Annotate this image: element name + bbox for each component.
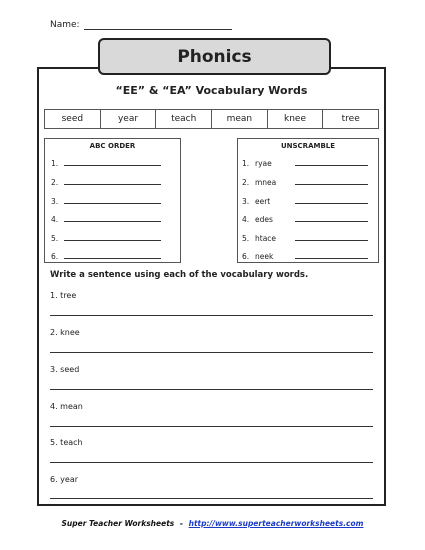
word-bank-item: year [101,110,157,128]
abc-answer-line[interactable] [64,203,161,204]
unscramble-answer-line[interactable] [295,221,368,222]
word-bank [44,109,379,129]
unscramble-answer-line[interactable] [295,203,368,204]
sentence-prompt: 5. teach [50,438,83,447]
unscramble-row-number: 3. [242,197,250,206]
sentence-answer-line[interactable] [50,389,373,390]
abc-answer-line[interactable] [64,184,161,185]
scrambled-word: htace [255,234,277,243]
sentence-prompt: 4. mean [50,402,83,411]
sentence-prompt: 3. seed [50,365,80,374]
unscramble-row-number: 2. [242,178,250,187]
scrambled-word: neek [255,252,274,261]
abc-row-number: 5. [51,234,59,243]
unscramble-answer-line[interactable] [295,258,368,259]
sentence-answer-line[interactable] [50,352,373,353]
abc-row-number: 6. [51,252,59,261]
sentence-prompt: 2. knee [50,328,80,337]
page-title: Phonics [98,38,331,75]
footer-link[interactable]: http://www.superteacherworksheets.com [188,519,364,528]
footer-separator: - [179,519,183,528]
abc-row-number: 3. [51,197,59,206]
abc-answer-line[interactable] [64,165,161,166]
scrambled-word: ryae [255,159,272,168]
unscramble-row-number: 4. [242,215,250,224]
abc-order-title: ABC ORDER [89,142,136,150]
unscramble-row-number: 5. [242,234,250,243]
worksheet-subtitle: “EE” & “EA” Vocabulary Words [115,84,308,97]
word-bank-item: knee [268,110,324,128]
abc-answer-line[interactable] [64,240,161,241]
word-bank-item: mean [212,110,268,128]
sentence-answer-line[interactable] [50,315,373,316]
sentence-prompt: 6. year [50,475,79,484]
abc-answer-line[interactable] [64,221,161,222]
abc-row-number: 1. [51,159,59,168]
scrambled-word: eert [255,197,271,206]
scrambled-word: mnea [255,178,277,187]
unscramble-title: UNSCRAMBLE [280,142,336,150]
abc-order-box [44,138,181,263]
word-bank-item: tree [341,114,360,124]
name-label: Name: [50,20,80,30]
scrambled-word: edes [255,215,273,224]
worksheet-frame [37,67,386,506]
abc-row-number: 4. [51,215,59,224]
name-field[interactable] [84,29,232,30]
word-bank-item: seed [45,110,101,128]
abc-answer-line[interactable] [64,258,161,259]
unscramble-answer-line[interactable] [295,240,368,241]
sentence-prompt: 1. tree [50,291,77,300]
sentence-answer-line[interactable] [50,426,373,427]
unscramble-row-number: 1. [242,159,250,168]
footer-brand: Super Teacher Worksheets [61,519,175,528]
unscramble-answer-line[interactable] [295,165,368,166]
unscramble-box [237,138,379,263]
sentence-answer-line[interactable] [50,498,373,499]
sentence-answer-line[interactable] [50,462,373,463]
word-bank-item: teach [156,110,212,128]
unscramble-row-number: 6. [242,252,250,261]
abc-row-number: 2. [51,178,59,187]
footer [0,519,425,528]
sentence-instructions: Write a sentence using each of the vocabulary words. [50,270,309,280]
unscramble-answer-line[interactable] [295,184,368,185]
